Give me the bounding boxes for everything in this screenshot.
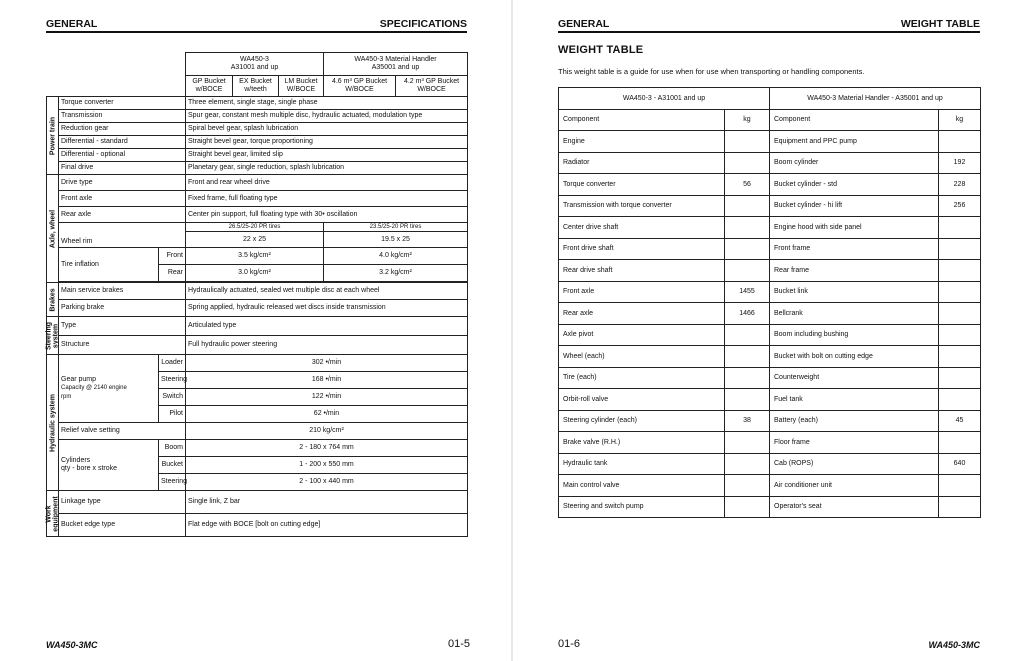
weight-table-title: WEIGHT TABLE <box>558 44 644 56</box>
right-page <box>513 0 1024 661</box>
header-left: GENERAL <box>46 18 98 30</box>
col-group-material-handler: WA450-3 Material Handler A35001 and up <box>324 53 468 76</box>
section-hydraulic: Hydraulic system <box>47 355 59 491</box>
weight-kg-cell <box>939 303 981 325</box>
weight-table-row <box>559 303 981 325</box>
component-cell: Bucket cylinder - hi lift <box>770 195 939 217</box>
component-cell: Axle pivot <box>559 324 725 346</box>
weight-table-row <box>559 281 981 303</box>
weight-kg-cell: 56 <box>725 174 770 196</box>
weight-table-row <box>559 367 981 389</box>
component-cell: Tire (each) <box>559 367 725 389</box>
weight-kg-cell <box>725 131 770 153</box>
col-46-gp-bucket: 4.6 m³ GP Bucket W/BOCE <box>324 76 396 97</box>
weight-kg-cell: 45 <box>939 410 981 432</box>
weight-kg-cell <box>939 131 981 153</box>
component-cell: Front axle <box>559 281 725 303</box>
section-brakes: Brakes <box>47 283 59 317</box>
component-cell: Battery (each) <box>770 410 939 432</box>
specifications-table <box>46 52 468 537</box>
component-cell: Bellcrank <box>770 303 939 325</box>
weight-table-row <box>559 152 981 174</box>
component-cell: Steering and switch pump <box>559 496 725 518</box>
spec-row: Differential - standard Straight bevel gear, torque proportioning <box>47 136 468 149</box>
header-right: SPECIFICATIONS <box>379 18 467 30</box>
component-cell: Fuel tank <box>770 389 939 411</box>
spec-row: Pilot 62 •/min <box>47 406 468 423</box>
weight-kg-cell <box>939 367 981 389</box>
component-cell: Equipment and PPC pump <box>770 131 939 153</box>
spec-row: Bucket edge type Flat edge with BOCE [bolt on cutting edge] <box>47 514 468 537</box>
spec-row: Switch 122 •/min <box>47 389 468 406</box>
spec-row: Axle, wheel Drive type Front and rear wheel drive <box>47 175 468 191</box>
spec-row: Hydraulic system Gear pump Capacity @ 2140 engine rpm Loader 302 •/min <box>47 355 468 372</box>
col-42-gp-bucket: 4.2 m³ GP Bucket W/BOCE <box>396 76 468 97</box>
weight-kg-cell <box>725 475 770 497</box>
spec-row: Work equipment Linkage type Single link, Z bar <box>47 491 468 514</box>
spec-row: Relief valve setting 210 kg/cm² <box>47 423 468 440</box>
component-cell: Transmission with torque converter <box>559 195 725 217</box>
weight-kg-cell <box>939 346 981 368</box>
weight-table <box>558 87 981 518</box>
section-work-equipment: Work equipment <box>47 491 59 537</box>
spec-row: Final drive Planetary gear, single reduction, splash lubrication <box>47 162 468 175</box>
component-cell: Floor frame <box>770 432 939 454</box>
spec-row: Parking brake Spring applied, hydraulic released wet discs inside transmission <box>47 300 468 317</box>
weight-kg-cell <box>725 496 770 518</box>
weight-kg-cell <box>939 389 981 411</box>
weight-table-row <box>559 131 981 153</box>
weight-kg-cell: 38 <box>725 410 770 432</box>
spec-row: Rear 3.0 kg/cm² 3.2 kg/cm² <box>47 265 468 282</box>
component-cell: Brake valve (R.H.) <box>559 432 725 454</box>
weight-table-row <box>559 195 981 217</box>
weight-kg-cell <box>939 238 981 260</box>
component-cell: Orbit-roll valve <box>559 389 725 411</box>
component-cell: Boom including bushing <box>770 324 939 346</box>
weight-kg-cell: 228 <box>939 174 981 196</box>
section-power-train: Power train <box>47 97 59 175</box>
spec-row: Steering system Type Articulated type <box>47 317 468 336</box>
spec-row: Differential - optional Straight bevel gear, limited slip <box>47 149 468 162</box>
component-cell: Bucket with bolt on cutting edge <box>770 346 939 368</box>
weight-kg-cell <box>725 238 770 260</box>
footer-page-number: 01-5 <box>448 638 471 650</box>
footer-model: WA450-3MC <box>46 640 98 650</box>
weight-kg-cell: 640 <box>939 453 981 475</box>
weight-kg-cell <box>939 432 981 454</box>
weight-kg-cell <box>939 496 981 518</box>
weight-kg-cell <box>939 217 981 239</box>
weight-kg-cell <box>725 152 770 174</box>
spec-row: Transmission Spur gear, constant mesh multiple disc, hydraulic actuated, modulation type <box>47 110 468 123</box>
weight-kg-cell <box>725 432 770 454</box>
weight-kg-cell: 1466 <box>725 303 770 325</box>
component-cell: Rear frame <box>770 260 939 282</box>
component-cell: Counterweight <box>770 367 939 389</box>
weight-table-intro: This weight table is a guide for use when for use when transporting or handling components. <box>558 67 865 76</box>
weight-table-row <box>559 389 981 411</box>
component-cell: Cab (ROPS) <box>770 453 939 475</box>
col-group-wa450: WA450-3 A31001 and up <box>186 53 324 76</box>
weight-table-row <box>559 174 981 196</box>
weight-table-row <box>559 496 981 518</box>
weight-kg-cell <box>725 346 770 368</box>
weight-header-row: Component kg Component kg <box>559 109 981 131</box>
spec-row: Cylinders qty - bore x stroke Boom 2 - 180 x 764 mm <box>47 440 468 457</box>
col-ex-bucket: EX Bucket w/teeth <box>233 76 279 97</box>
header-rule <box>46 31 467 33</box>
component-cell: Boom cylinder <box>770 152 939 174</box>
weight-table-body <box>559 131 981 518</box>
header-left: GENERAL <box>558 18 610 30</box>
weight-kg-cell <box>939 260 981 282</box>
weight-kg-cell <box>939 475 981 497</box>
spec-row: 22 x 25 19.5 x 25 <box>47 232 468 248</box>
weight-table-row <box>559 238 981 260</box>
header-right: WEIGHT TABLE <box>900 18 980 30</box>
component-cell: Engine hood with side panel <box>770 217 939 239</box>
component-cell: Steering cylinder (each) <box>559 410 725 432</box>
spec-row: Front axle Fixed frame, full floating type <box>47 191 468 207</box>
col-gp-bucket: GP Bucket w/BOCE <box>186 76 233 97</box>
header-rule <box>558 31 980 33</box>
section-axle-wheel: Axle, wheel <box>47 175 59 283</box>
spec-header-row <box>47 53 468 76</box>
spec-row: Tire inflation Front 3.5 kg/cm² 4.0 kg/cm² <box>47 248 468 265</box>
weight-table-row <box>559 453 981 475</box>
spec-row: Power train Torque converter Three element, single stage, single phase <box>47 97 468 110</box>
component-cell: Bucket cylinder - std <box>770 174 939 196</box>
component-cell: Front drive shaft <box>559 238 725 260</box>
component-cell: Engine <box>559 131 725 153</box>
weight-group-row: WA450-3 - A31001 and up WA450-3 Material Handler - A35001 and up <box>559 88 981 110</box>
spec-row: Bucket 1 - 200 x 550 mm <box>47 457 468 474</box>
weight-table-row <box>559 260 981 282</box>
spec-row: Steering 168 •/min <box>47 372 468 389</box>
spec-row: Structure Full hydraulic power steering <box>47 336 468 355</box>
component-cell: Bucket link <box>770 281 939 303</box>
gear-pump-cell: Gear pump Capacity @ 2140 engine rpm <box>59 355 159 423</box>
spec-tire-size-row: Wheel rim 26.5/25-20 PR tires 23.5/25-20 PR tires <box>47 223 468 232</box>
spec-row: Steering 2 - 100 x 440 mm <box>47 474 468 491</box>
component-cell: Main control valve <box>559 475 725 497</box>
spec-row: Brakes Main service brakes Hydraulically actuated, sealed wet multiple disc at each wheel <box>47 283 468 300</box>
weight-kg-cell <box>939 324 981 346</box>
weight-kg-cell <box>939 281 981 303</box>
section-steering: Steering system <box>47 317 59 355</box>
component-cell: Air conditioner unit <box>770 475 939 497</box>
cylinders-cell: Cylinders qty - bore x stroke <box>59 440 159 491</box>
weight-table-row <box>559 475 981 497</box>
weight-table-row <box>559 217 981 239</box>
col-lm-bucket: LM Bucket W/BOCE <box>279 76 324 97</box>
weight-kg-cell <box>725 195 770 217</box>
component-cell: Radiator <box>559 152 725 174</box>
weight-kg-cell <box>725 367 770 389</box>
spec-row: Rear axle Center pin support, full floating type with 30• oscillation <box>47 207 468 223</box>
weight-table-row <box>559 410 981 432</box>
component-cell: Wheel (each) <box>559 346 725 368</box>
weight-table-row <box>559 346 981 368</box>
weight-kg-cell <box>725 217 770 239</box>
left-page <box>0 0 511 661</box>
weight-kg-cell: 1455 <box>725 281 770 303</box>
weight-kg-cell <box>725 389 770 411</box>
weight-kg-cell <box>725 324 770 346</box>
weight-table-row <box>559 432 981 454</box>
component-cell: Hydraulic tank <box>559 453 725 475</box>
component-cell: Center drive shaft <box>559 217 725 239</box>
component-cell: Rear drive shaft <box>559 260 725 282</box>
component-cell: Front frame <box>770 238 939 260</box>
footer-page-number: 01-6 <box>558 638 581 650</box>
footer-model: WA450-3MC <box>928 640 980 650</box>
component-cell: Operator's seat <box>770 496 939 518</box>
component-cell: Rear axle <box>559 303 725 325</box>
weight-kg-cell <box>725 260 770 282</box>
spec-row: Reduction gear Spiral bevel gear, splash lubrication <box>47 123 468 136</box>
component-cell: Torque converter <box>559 174 725 196</box>
weight-table-row <box>559 324 981 346</box>
weight-kg-cell: 192 <box>939 152 981 174</box>
weight-kg-cell: 256 <box>939 195 981 217</box>
weight-kg-cell <box>725 453 770 475</box>
